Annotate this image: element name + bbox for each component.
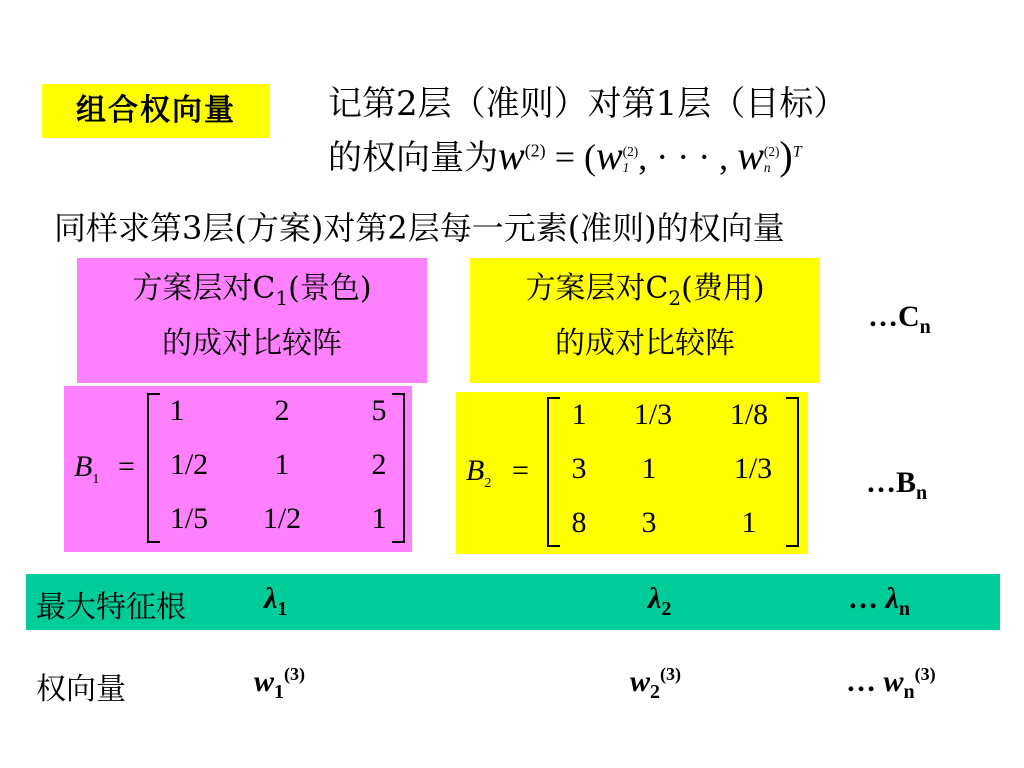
b2-cell: 1 — [641, 452, 657, 485]
close-paren: ) — [779, 133, 793, 178]
b2-cell: 1 — [571, 398, 587, 431]
w2-superscript: (2) — [524, 140, 546, 161]
definition-text: 的权向量为 — [328, 138, 498, 178]
weight-vector-w2: $w_2^{(3)}$ — [630, 664, 682, 703]
w1-superscript: (2) — [622, 144, 639, 159]
lambda-1: $\lambda_1$ — [264, 582, 288, 620]
b1-cell: 1 — [371, 502, 387, 535]
weight-vector-wn: … $w_n^{(3)}$ — [846, 664, 936, 703]
b1-cell: 5 — [371, 394, 387, 427]
ellipsis: , · · · , — [638, 137, 738, 177]
b1-cell: 1/2 — [262, 502, 302, 535]
b1-cell: 1 — [169, 394, 185, 427]
matrix-b1-equals: = — [118, 450, 135, 483]
equals-paren: = ( — [545, 137, 596, 177]
matrix-b2-label: $B_2$ — [466, 454, 492, 491]
matrix-b1-label: $B_1$ — [74, 450, 100, 487]
definition-line-1: 记第2层（准则）对第1层（目标） — [328, 84, 848, 124]
w1-symbol: w — [595, 133, 623, 178]
wn-symbol: w — [737, 133, 764, 178]
b2-cell: 1/3 — [733, 452, 773, 485]
w2-symbol: w — [498, 133, 525, 178]
b2-cell: 8 — [571, 506, 587, 539]
b2-cell: 1 — [741, 506, 757, 539]
b1-cell: 1/2 — [169, 448, 209, 481]
b2-cell: 1/8 — [729, 398, 769, 431]
b2-cell: 3 — [571, 452, 587, 485]
wn-subscript: n — [763, 160, 771, 175]
matrix-b2 — [456, 392, 808, 554]
b2-cell: 3 — [641, 506, 657, 539]
b1-cell: 2 — [274, 394, 290, 427]
max-eigenvalue-band — [26, 574, 1000, 630]
lambda-2: $\lambda_2$ — [648, 582, 672, 620]
weight-vector-label: 权向量 — [36, 672, 126, 707]
criterion-c2-subtitle: 的成对比较阵 — [555, 326, 735, 361]
criterion-c1-box — [77, 258, 427, 383]
lambda-n: … $\lambda_n$ — [848, 582, 910, 620]
criterion-c1-subtitle: 的成对比较阵 — [162, 326, 342, 361]
criterion-c1-title: 方案层对$C_1$(景色) — [132, 271, 372, 310]
transpose-symbol: T — [792, 143, 802, 161]
matrix-b2-equals: = — [512, 454, 529, 487]
criterion-c2-title: 方案层对$C_2$(费用) — [525, 271, 765, 310]
w1-subscript: 1 — [622, 160, 630, 175]
criterion-cn-label: $\dots C_n$ — [868, 300, 931, 338]
max-eigenvalue-label: 最大特征根 — [36, 590, 186, 625]
matrix-b1 — [64, 386, 412, 552]
wn-superscript: (2) — [763, 144, 780, 159]
matrix-bn-label: $\dots B_n$ — [866, 466, 928, 504]
instruction-line: 同样求第3层(方案)对第2层每一元素(准则)的权向量 — [54, 209, 785, 247]
weight-vector-w1: $w_1^{(3)}$ — [254, 664, 306, 703]
b1-cell: 1/5 — [169, 502, 209, 535]
criterion-c2-box — [470, 258, 820, 383]
combined-weight-tag: 组合权向量 — [42, 84, 270, 138]
definition-line-2 — [328, 130, 802, 179]
b1-cell: 1 — [274, 448, 290, 481]
b2-cell: 1/3 — [633, 398, 673, 431]
b1-cell: 2 — [371, 448, 387, 481]
